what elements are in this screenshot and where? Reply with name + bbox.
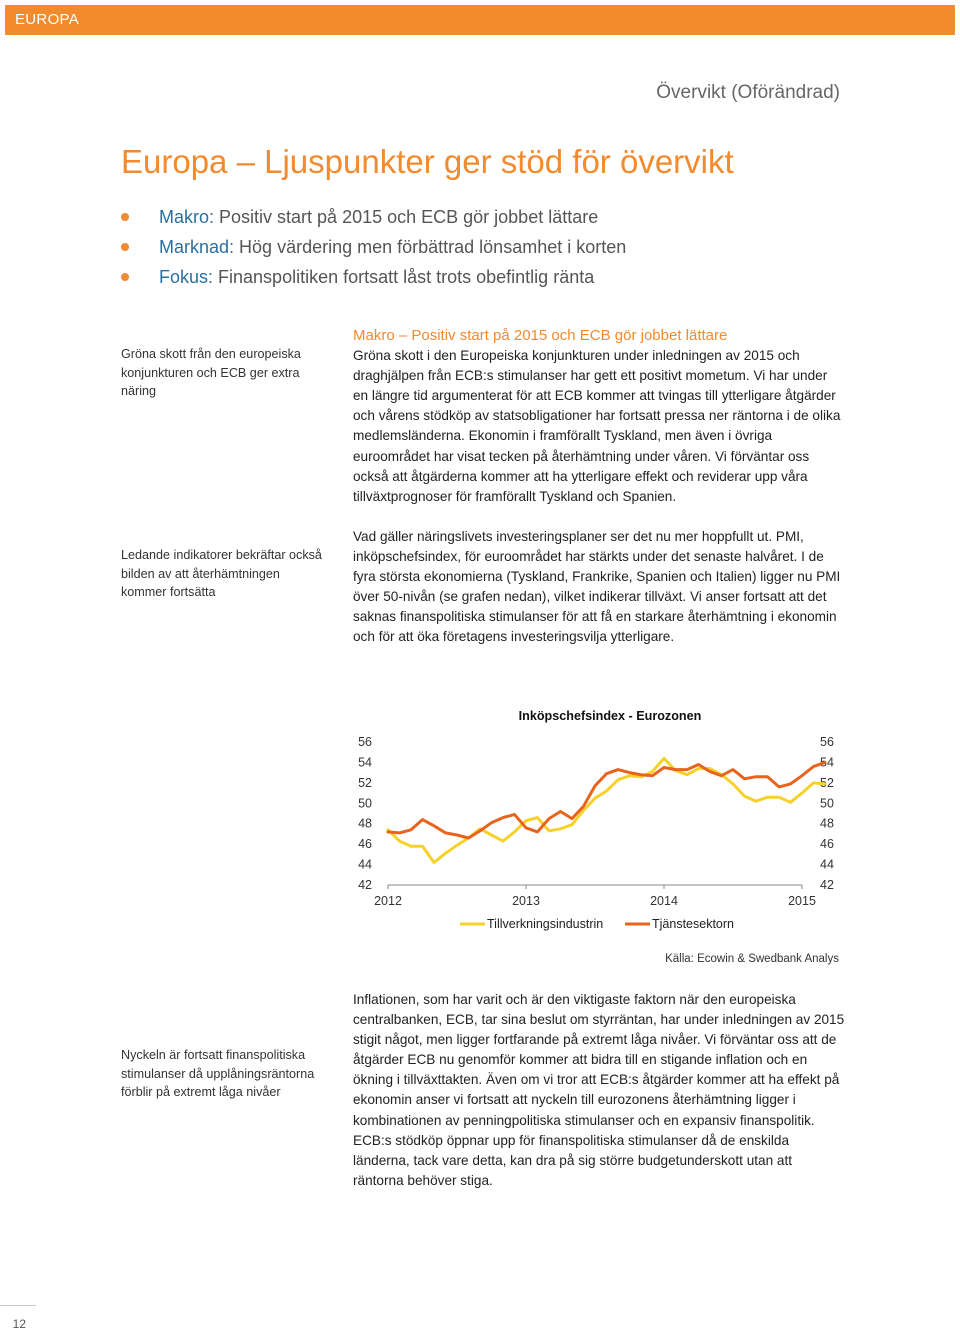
section-label: EUROPA [15, 11, 80, 28]
source-note: Källa: Ecowin & Swedbank Analys [665, 953, 839, 965]
bullet-makro [121, 205, 626, 235]
bullet-dot-icon [121, 243, 129, 251]
bullet-dot-icon [121, 213, 129, 221]
bullet-text: Hög värdering men förbättrad lönsamhet i korten [234, 237, 627, 257]
y-tick-label-left: 48 [358, 816, 372, 831]
legend-label: Tillverkningsindustrin [487, 917, 604, 931]
section-inflation [353, 990, 845, 1191]
bullet-text: Positiv start på 2015 och ECB gör jobbet lättare [214, 207, 599, 227]
sidenote-3: Nyckeln är fortsatt finanspolitiska stimulanser då upplåningsräntorna förblir på extremt låga nivåer [121, 1048, 315, 1099]
page-title: Europa – Ljuspunkter ger stöd för övervikt [121, 143, 734, 180]
page-rule [0, 1305, 36, 1306]
bullet-keyword: Makro: [159, 207, 215, 227]
bullet-marknad [121, 235, 626, 265]
chart-title: Inköpschefsindex - Eurozonen [518, 709, 702, 723]
section-makro [353, 326, 845, 647]
y-tick-label-left: 42 [358, 878, 372, 892]
y-tick-label-left: 44 [358, 857, 372, 872]
x-tick-label: 2015 [788, 894, 816, 908]
y-tick-label-right: 54 [820, 755, 834, 770]
section-header-bar [5, 5, 955, 35]
section-heading: Makro – Positiv start på 2015 och ECB gör jobbet lättare [353, 327, 728, 344]
x-tick-label: 2014 [650, 894, 678, 908]
x-tick-label: 2012 [374, 894, 402, 908]
y-tick-label-left: 56 [358, 735, 372, 749]
bullet-dot-icon [121, 273, 129, 281]
bullet-fokus [121, 265, 626, 295]
pmi-line-chart [340, 728, 840, 940]
sidenote-1: Gröna skott från den europeiska konjunkturen och ECB ger extra näring [121, 347, 301, 398]
y-tick-label-right: 42 [820, 878, 834, 892]
y-tick-label-right: 50 [820, 796, 834, 811]
summary-bullets [121, 205, 626, 295]
bullet-keyword: Fokus: [159, 267, 214, 287]
bullet-text: Finanspolitiken fortsatt låst trots obefintlig ränta [213, 267, 595, 287]
body-paragraph: Gröna skott i den Europeiska konjunkturen under inledningen av 2015 och draghjälpen från ECB:s stimulanser har gett ett positivt mometum. Vi har under en längre tid argumenterat för att ECB kommer att tvingas till ytterligare åtgärder och vårens stödköp av statsobligationer har fortsatt pressa ner räntorna i de olika medlemsländerna. Ekonomin i framförallt Tyskland, men även i övriga euroområdet har visat tecken på återhämtning under våren. Vi förväntar oss också att åtgärderna kommer att ha ytterligare effekt och reviderar upp våra tillväxtprognoser för framförallt Tyskland och Spanien. [353, 348, 841, 504]
body-paragraph: Inflationen, som har varit och är den viktigaste faktorn när den europeiska centralbanken, ECB, tar sina beslut om styrräntan, har under inledningen av 2015 stigit något, men ligger fortfarande på extremt låga nivåer. Vi förväntar oss att de åtgärder ECB nu genomför kommer att bidra till en stigande inflation och en ökning i tillväxttakten. Även om vi tror att ECB:s åtgärder kommer att ha effekt på ekonomin anser vi fortsatt att nyckeln till eurozonens återhämtning ligger i kombinationen av penningpolitiska stimulanser och en expansiv finanspolitik. ECB:s stödköp öppnar upp för finanspolitiska stimulanser då de enskilda länderna, tack vare detta, kan dra på sig större budgetunderskott utan att räntorna behöver stiga. [353, 992, 845, 1188]
y-tick-label-right: 52 [820, 775, 834, 790]
y-tick-label-right: 56 [820, 735, 834, 749]
y-tick-label-left: 50 [358, 796, 372, 811]
y-tick-label-right: 46 [820, 837, 834, 852]
bullet-keyword: Marknad: [159, 237, 235, 257]
page-number: 12 [12, 1317, 26, 1331]
sidenote-2: Ledande indikatorer bekräftar också bilden av att återhämtningen kommer fortsätta [121, 548, 322, 599]
x-tick-label: 2013 [512, 894, 540, 908]
y-tick-label-left: 54 [358, 755, 372, 770]
rating-label: Övervikt (Oförändrad) [656, 82, 840, 103]
body-paragraph: Vad gäller näringslivets investeringsplaner ser det nu mer hoppfullt ut. PMI, inköpschefsindex, för euroområdet har stärkts under det senaste halvåret. I de fyra största ekonomierna (Tyskland, Frankrike, Spanien och Italien) ligger nu PMI över 50-nivån (se grafen nedan), vilket indikerar tillväxt. Vi anser fortsatt att det saknas finanspolitiska stimulanser för att få en starkare återhämtning i ekonomin och för att öka företagens investeringsvilja ytterligare. [353, 528, 841, 645]
y-tick-label-left: 46 [358, 837, 372, 852]
legend-label: Tjänstesektorn [652, 917, 734, 931]
y-tick-label-right: 44 [820, 857, 834, 872]
y-tick-label-left: 52 [358, 775, 372, 790]
y-tick-label-right: 48 [820, 816, 834, 831]
